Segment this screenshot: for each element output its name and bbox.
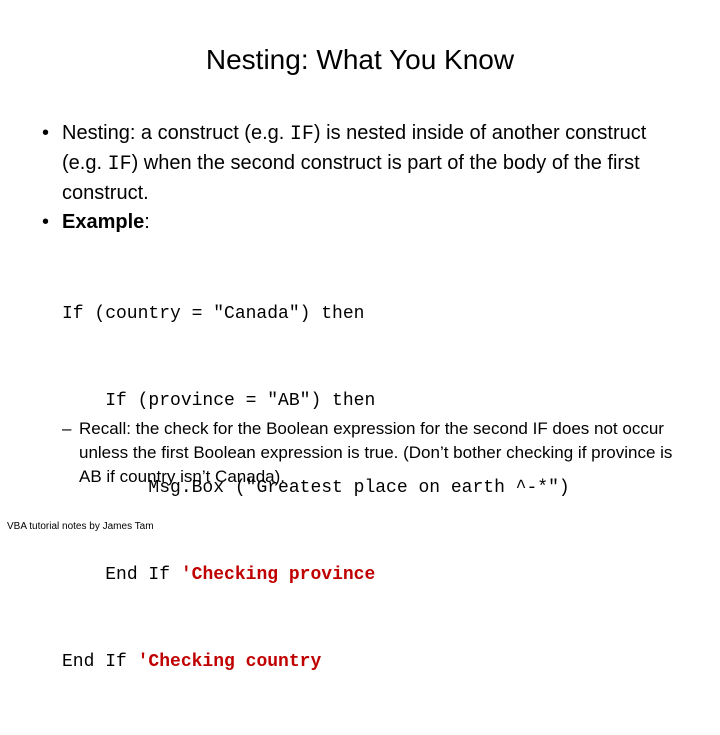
code-line-2-text: If (province = "AB") then — [105, 391, 376, 411]
code-line-3-text: Msg.Box ("Greatest place on earth ^-*") — [148, 478, 570, 498]
example-label: Example — [62, 211, 145, 233]
code-comment-country: 'Checking country — [137, 652, 322, 672]
code-line-5 — [62, 648, 682, 677]
keyword-if-2: IF — [107, 153, 132, 176]
bullet-example — [42, 208, 682, 237]
bullet-dot-icon: • — [42, 211, 50, 233]
code-line-5-text: End If — [62, 652, 138, 672]
code-line-1 — [62, 300, 682, 329]
example-colon: : — [144, 211, 150, 233]
keyword-if-1: IF — [289, 123, 314, 146]
sub-bullet-recall — [62, 417, 692, 489]
bullet-text-part1: Nesting: a construct (e.g. — [62, 122, 290, 144]
bullet-dot-icon: • — [42, 122, 50, 144]
slide-title: Nesting: What You Know — [205, 44, 515, 75]
dash-icon: – — [62, 419, 72, 438]
code-comment-province: 'Checking province — [180, 565, 376, 585]
bullet-text-part3: ) when the second construct is part of the body of the first construct. — [62, 152, 640, 204]
code-indent — [62, 565, 105, 585]
bullet-list — [42, 119, 682, 237]
code-line-4 — [62, 561, 682, 590]
code-line-2 — [62, 387, 682, 416]
footer-credit: VBA tutorial notes by James Tam — [7, 521, 154, 532]
code-indent — [62, 391, 105, 411]
bullet-text-part2: ) is nested inside of another construct (e.g. — [62, 122, 647, 174]
code-line-1-text: If (country = "Canada") then — [62, 304, 365, 324]
code-line-4-text: End If — [105, 565, 181, 585]
bullet-nesting-definition — [42, 119, 682, 208]
recall-text: Recall: the check for the Boolean expression for the second IF does not occur unless the first Boolean expression is true. (Don’t bother checking if province is AB if country isn’t Canada). — [79, 419, 673, 486]
